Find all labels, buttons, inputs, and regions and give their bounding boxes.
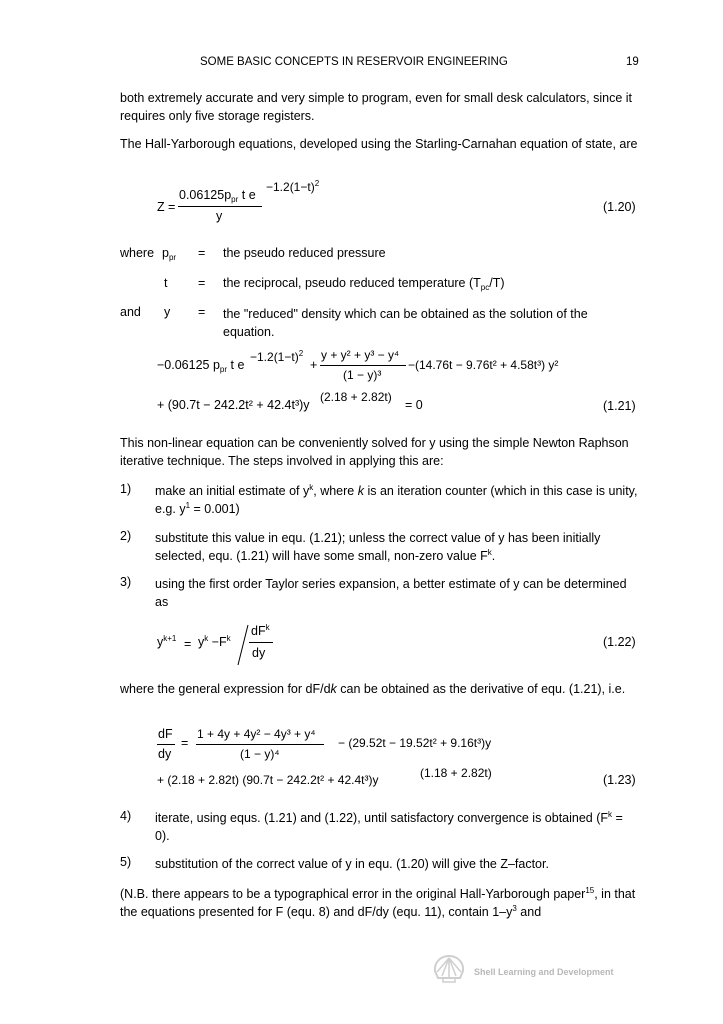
eq121-frac-den: (1 − y)³: [343, 368, 382, 382]
page-number: 19: [626, 56, 639, 68]
eq122-number: (1.22): [603, 635, 636, 649]
eq120-numerator: $0.06125p_{pr}$ t e: [179, 188, 256, 204]
intro-paragraph: both extremely accurate and very simple to program, even for small desk calculators, since it requires only five storage registers.: [120, 91, 633, 123]
eq123-number: (1.23): [603, 773, 636, 787]
eq123-term2: − (29.52t − 19.52t² + 9.16t³)y: [338, 736, 492, 750]
step-5-number: 5): [120, 855, 132, 869]
step-5-text: substitution of the correct value of y in equ. (1.20) will give the Z–factor.: [155, 857, 549, 871]
step-2-number: 2): [120, 529, 132, 543]
eq121-term1: −0.06125 $p_{pr}$ t e: [157, 358, 245, 374]
eq121-equals-zero: = 0: [405, 398, 423, 412]
eq121-plus: +: [310, 358, 318, 372]
step-3-text: using the first order Taylor series expansion, a better estimate of y can be determined as: [155, 577, 627, 609]
where-equals-2: =: [198, 276, 206, 290]
eq120-equals: =: [168, 200, 176, 214]
shell-logo-icon: [432, 954, 466, 984]
where-equals-1: =: [198, 246, 206, 260]
step-2-text: substitute this value in equ. (1.21); unless the correct value of y has been initially selected, equ. (1.21) will have some small, non-zero value $F^k$.: [155, 531, 601, 563]
eq122-fraction-bar: [249, 642, 273, 643]
where-desc-ppr: the pseudo reduced pressure: [223, 246, 386, 260]
eq121-exponent2: (2.18 + 2.82t): [320, 390, 392, 404]
eq122-numerator: $dF^k$: [251, 623, 270, 638]
step-4-text: iterate, using equs. (1.21) and (1.22), until satisfactory convergence is obtained $(F^k = 0)$.: [155, 810, 623, 843]
eq120-exponent: $-1.2(1-t)^2$: [266, 179, 320, 194]
eq123-line2: + (2.18 + 2.82t) (90.7t − 242.2t² + 42.4t³)y: [157, 773, 379, 787]
step-3-number: 3): [120, 575, 132, 589]
where-symbol-ppr: $p_{pr}$: [162, 246, 177, 262]
where-equals-3: =: [198, 305, 206, 319]
eq120-fraction-bar: [178, 206, 262, 207]
eq122-equals: =: [184, 637, 192, 651]
eq123-frac-num: 1 + 4y + 4y² − 4y³ + y⁴: [197, 727, 316, 741]
eq122-denominator: dy: [252, 646, 266, 660]
hall-intro-paragraph: The Hall-Yarborough equations, developed using the Starling-Carnahan equation of state, are: [120, 137, 638, 151]
header-title: SOME BASIC CONCEPTS IN RESERVOIR ENGINEERING: [200, 56, 508, 68]
eq121-fraction-bar: [320, 365, 406, 366]
eq120-lhs: Z: [157, 200, 165, 214]
eq123-lhs-den: dy: [158, 747, 172, 761]
eq123-lhs-bar: [157, 744, 175, 745]
where-symbol-y: y: [164, 305, 171, 319]
derivative-intro-paragraph: where the general expression for dF/dk can be obtained as the derivative of equ. (1.21), i.e.: [120, 682, 626, 696]
eq122-slash: [236, 624, 250, 666]
step-1-text: make an initial estimate of $y^k$, where k is an iteration counter (which in this case is unity, e.g. $y^1 = 0.001$): [155, 483, 638, 516]
step-4-number: 4): [120, 809, 132, 823]
eq121-term3: −(14.76t − 9.76t² + 4.58t³) y²: [408, 358, 559, 372]
eq120-denominator: y: [216, 209, 223, 223]
note-paragraph: (N.B. there appears to be a typographical error in the original Hall-Yarborough paper$^{15}$, in that the equations presented for F (equ. 8) and dF/dy (equ. 11), contain $1-y^3$ and: [120, 886, 636, 919]
step-1-number: 1): [120, 482, 132, 496]
where-desc-y: the "reduced" density which can be obtained as the solution of the equation.: [223, 307, 588, 339]
eq122-rhs: $y^k -F^k$: [198, 634, 231, 649]
footer-text: Shell Learning and Development: [474, 967, 614, 977]
eq122-lhs: $y^{k+1}$: [157, 634, 177, 649]
eq121-number: (1.21): [603, 399, 636, 413]
eq123-exponent: (1.18 + 2.82t): [420, 766, 492, 780]
where-symbol-t: t: [164, 276, 168, 290]
eq123-equals: =: [181, 736, 189, 750]
where-label: where: [120, 246, 155, 260]
newton-intro-paragraph: This non-linear equation can be conveniently solved for y using the simple Newton Raphson iterative technique. The steps involved in applying this are:: [120, 436, 629, 468]
eq123-fraction-bar: [196, 744, 324, 745]
and-label: and: [120, 305, 141, 319]
eq121-line2: + (90.7t − 242.2t² + 42.4t³)y: [157, 398, 310, 412]
eq121-exponent1: $-1.2(1-t)^2$: [250, 349, 304, 364]
eq123-lhs-num: dF: [158, 727, 173, 741]
where-desc-t: the reciprocal, pseudo reduced temperature $(T_{pc}/T)$: [223, 276, 505, 292]
eq123-frac-den: (1 − y)⁴: [240, 747, 280, 761]
eq120-number: (1.20): [603, 200, 636, 214]
eq121-frac-num: y + y² + y³ − y⁴: [321, 348, 400, 362]
